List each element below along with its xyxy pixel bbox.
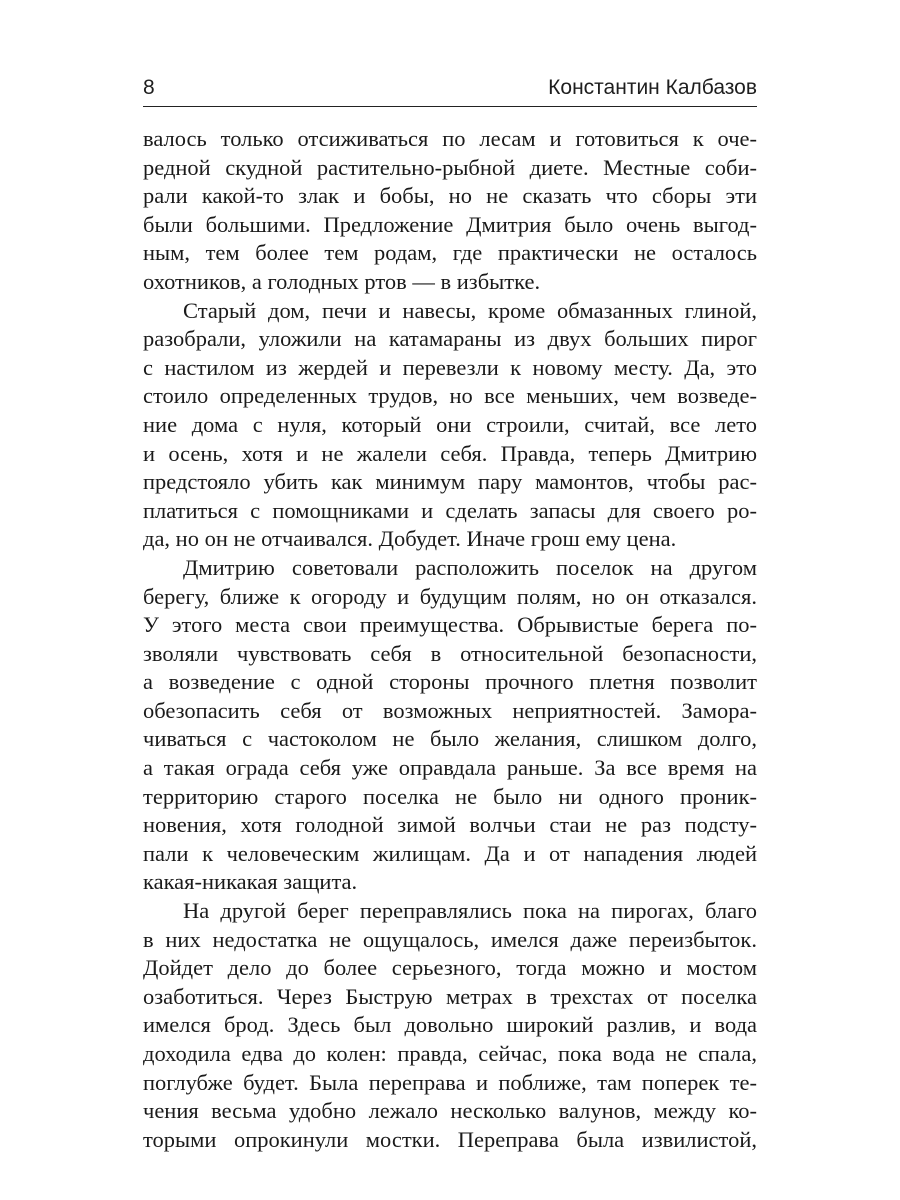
running-header [143, 76, 757, 107]
text-line: У этого места свои преимущества. Обрывистые берега по- [143, 612, 757, 638]
text-line: торыми опрокинули мостки. Переправа была извилистой, [143, 1126, 757, 1152]
text-line: рали какой-то злак и бобы, но не сказать что сборы эти [143, 183, 757, 209]
text-line: ние дома с нуля, который они строили, считай, все лето [143, 411, 757, 437]
text-line: с настилом из жердей и перевезли к новому месту. Да, это [143, 354, 757, 380]
text-line: пали к человеческим жилищам. Да и от нападения людей [143, 840, 757, 866]
text-line: редной скудной растительно-рыбной диете. Местные соби- [143, 154, 757, 180]
text-line: Дмитрию советовали расположить поселок на другом [183, 554, 757, 580]
text-line: а возведение с одной стороны прочного плетня позволит [143, 669, 757, 695]
text-line: обезопасить себя от возможных неприятностей. Замора- [143, 697, 757, 723]
text-line: предстояло убить как минимум пару мамонтов, чтобы рас- [143, 469, 757, 495]
text-line: охотников, а голодных ртов — в избытке. [143, 268, 541, 294]
text-line: были большими. Предложение Дмитрия было очень выгод- [143, 211, 757, 237]
text-line: ным, тем более тем родам, где практически не осталось [143, 240, 757, 266]
text-line: поглубже будет. Была переправа и поближе, там поперек те- [143, 1069, 757, 1095]
text-line: в них недостатка не ощущалось, имелся даже переизбыток. [143, 926, 757, 952]
page-number: 8 [143, 76, 155, 99]
text-line: стоило определенных трудов, но все меньших, чем возведе- [143, 383, 757, 409]
text-line: Старый дом, печи и навесы, кроме обмазанных глиной, [183, 297, 757, 323]
text-line: и осень, хотя и не жалели себя. Правда, теперь Дмитрию [143, 440, 757, 466]
body-text [143, 125, 757, 1154]
text-line: чения весьма удобно лежало несколько валунов, между ко- [143, 1098, 757, 1124]
text-line: да, но он не отчаивался. Добудет. Иначе грош ему цена. [143, 526, 677, 552]
text-line: озаботиться. Через Быструю метрах в трехстах от поселка [143, 983, 757, 1009]
text-line: новения, хотя голодной зимой волчьи стаи не раз подсту- [143, 812, 757, 838]
text-line: территорию старого поселка не было ни одного проник- [143, 783, 757, 809]
text-line: берегу, ближе к огороду и будущим полям, но он отказался. [143, 583, 757, 609]
text-line: Дойдет дело до более серьезного, тогда можно и мостом [143, 955, 757, 981]
text-line: чиваться с частоколом не было желания, слишком долго, [143, 726, 757, 752]
text-line: зволяли чувствовать себя в относительной безопасности, [143, 640, 757, 666]
text-line: доходила едва до колен: правда, сейчас, пока вода не спала, [143, 1041, 757, 1066]
text-line: На другой берег переправлялись пока на пирогах, благо [183, 898, 757, 924]
text-line: разобрали, уложили на катамараны из двух больших пирог [143, 326, 757, 352]
text-line: валось только отсиживаться по лесам и готовиться к оче- [143, 126, 757, 151]
text-line: имелся брод. Здесь был довольно широкий разлив, и вода [143, 1012, 757, 1038]
text-line: а такая ограда себя уже оправдала раньше. За все время на [143, 755, 757, 781]
author-name: Константин Калбазов [548, 76, 757, 99]
text-line: платиться с помощниками и сделать запасы для своего ро- [143, 497, 757, 523]
text-line: какая-никакая защита. [143, 869, 358, 895]
